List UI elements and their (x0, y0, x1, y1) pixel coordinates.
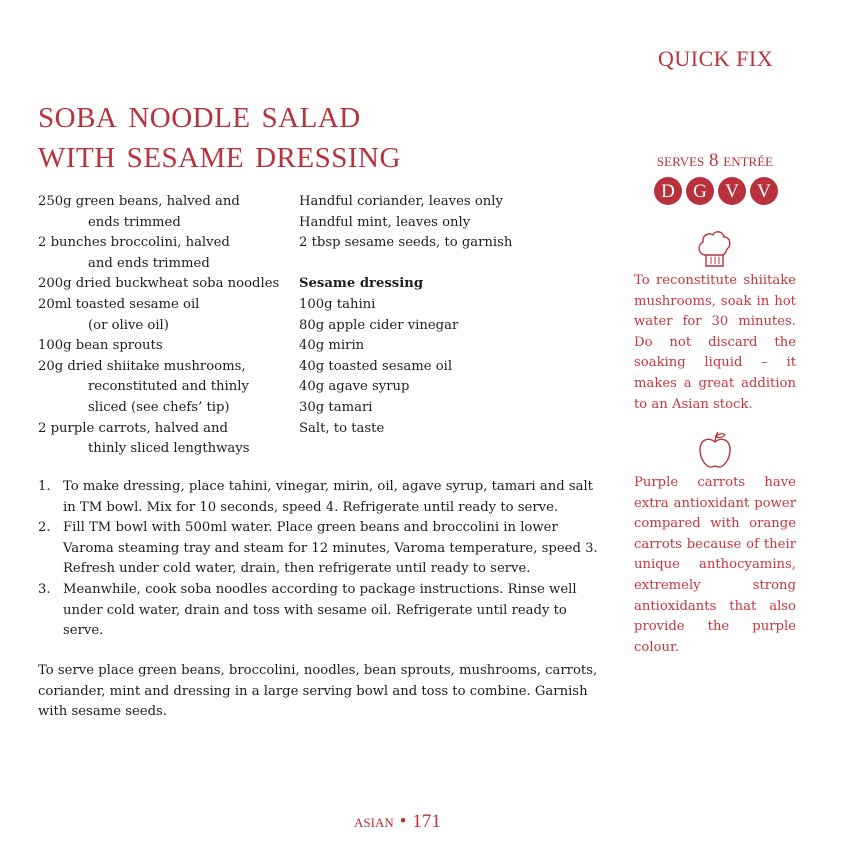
dressing-item: 80g apple cider vinegar (299, 317, 459, 333)
recipe-title (38, 91, 598, 177)
ingredient-item: Handful coriander, leaves only (299, 194, 503, 209)
footer-section: asian (354, 811, 394, 832)
step-number: 3. (38, 581, 51, 597)
dietary-badges (651, 173, 781, 205)
ingredient-item: 2 purple carrots, halved and thinly sliced lengthways (38, 420, 250, 457)
title-line-2: with sesame dressing (38, 131, 401, 177)
step-text: Fill TM bowl with 500ml water. Place green beans and broccolini in lower Varoma steaming tray and steam for 12 minutes, Varoma temperature, speed 3. Refresh under cold water, drain, then refrigerate until ready to serve. (63, 520, 598, 577)
dressing-item: 40g mirin (299, 338, 365, 354)
dietary-badge-g: G (686, 177, 714, 205)
ingredient-item: 20ml toasted sesame oil (or olive oil) (38, 296, 200, 333)
dietary-badge-v: V (718, 177, 746, 205)
nutrition-tip-text: Purple carrots have extra antioxidant power compared with orange carrots because of their unique anthocyamins, extremely strong antioxidants that also provide the purple colour. (634, 475, 796, 655)
step-number: 2. (38, 520, 51, 536)
dressing-item: Salt, to taste (299, 420, 385, 436)
ingredient-item: 250g green beans, halved and ends trimmed (38, 194, 240, 230)
page-footer (354, 811, 441, 833)
ingredient-item: Handful mint, leaves only (299, 214, 471, 230)
ingredients-column-1 (38, 192, 288, 460)
ingredient-item: 100g bean sprouts (38, 338, 163, 354)
ingredient-item: 2 tbsp sesame seeds, to garnish (299, 235, 513, 251)
serving-instructions: To serve place green beans, broccolini, noodles, bean sprouts, mushrooms, carrots, coriander, mint and dressing in a large serving bowl and toss to combine. Garnish with sesame seeds. (38, 663, 598, 720)
serves-label: serves 8 entrée (656, 150, 774, 171)
footer-separator: • (399, 811, 407, 832)
dressing-item: 30g tamari (299, 399, 373, 415)
method-step (38, 580, 598, 642)
method-step (38, 477, 598, 518)
dressing-item: 100g tahini (299, 296, 376, 312)
ingredient-item: 20g dried shiitake mushrooms, reconstituted and thinly sliced (see chefs’ tip) (38, 358, 249, 415)
dietary-badge-vegan: V + (750, 177, 778, 205)
chef-tip-text: To reconstitute shiitake mushrooms, soak in hot water for 30 minutes. Do not discard the soaking liquid – it makes a great addition to an Asian stock. (634, 273, 796, 412)
ingredient-item: 2 bunches broccolini, halved and ends trimmed (38, 235, 230, 271)
ingredient-item: 200g dried buckwheat soba noodles (38, 276, 280, 292)
dressing-item: 40g agave syrup (299, 379, 410, 395)
method-step (38, 518, 598, 580)
dressing-heading: Sesame dressing (299, 276, 424, 292)
step-number: 1. (38, 479, 51, 494)
method-steps (38, 477, 598, 642)
step-text: To make dressing, place tahini, vinegar, mirin, oil, agave syrup, tamari and salt in TM bowl. Mix for 10 seconds, speed 4. Refrigerate until ready to serve. (63, 479, 593, 515)
step-text: Meanwhile, cook soba noodles according to package instructions. Rinse well under cold water, drain and toss with sesame oil. Refrigerate until ready to serve. (63, 581, 577, 639)
ingredients-column-2 (299, 192, 589, 439)
dressing-item: 40g toasted sesame oil (299, 358, 453, 374)
apple-icon (697, 430, 733, 470)
section-tag: QUICK FIX (658, 46, 774, 71)
chef-hat-icon (696, 229, 732, 269)
dietary-badge-d: D (654, 177, 682, 205)
title-line-1: soba noodle salad (38, 91, 361, 137)
page-number: 171 (412, 811, 441, 832)
